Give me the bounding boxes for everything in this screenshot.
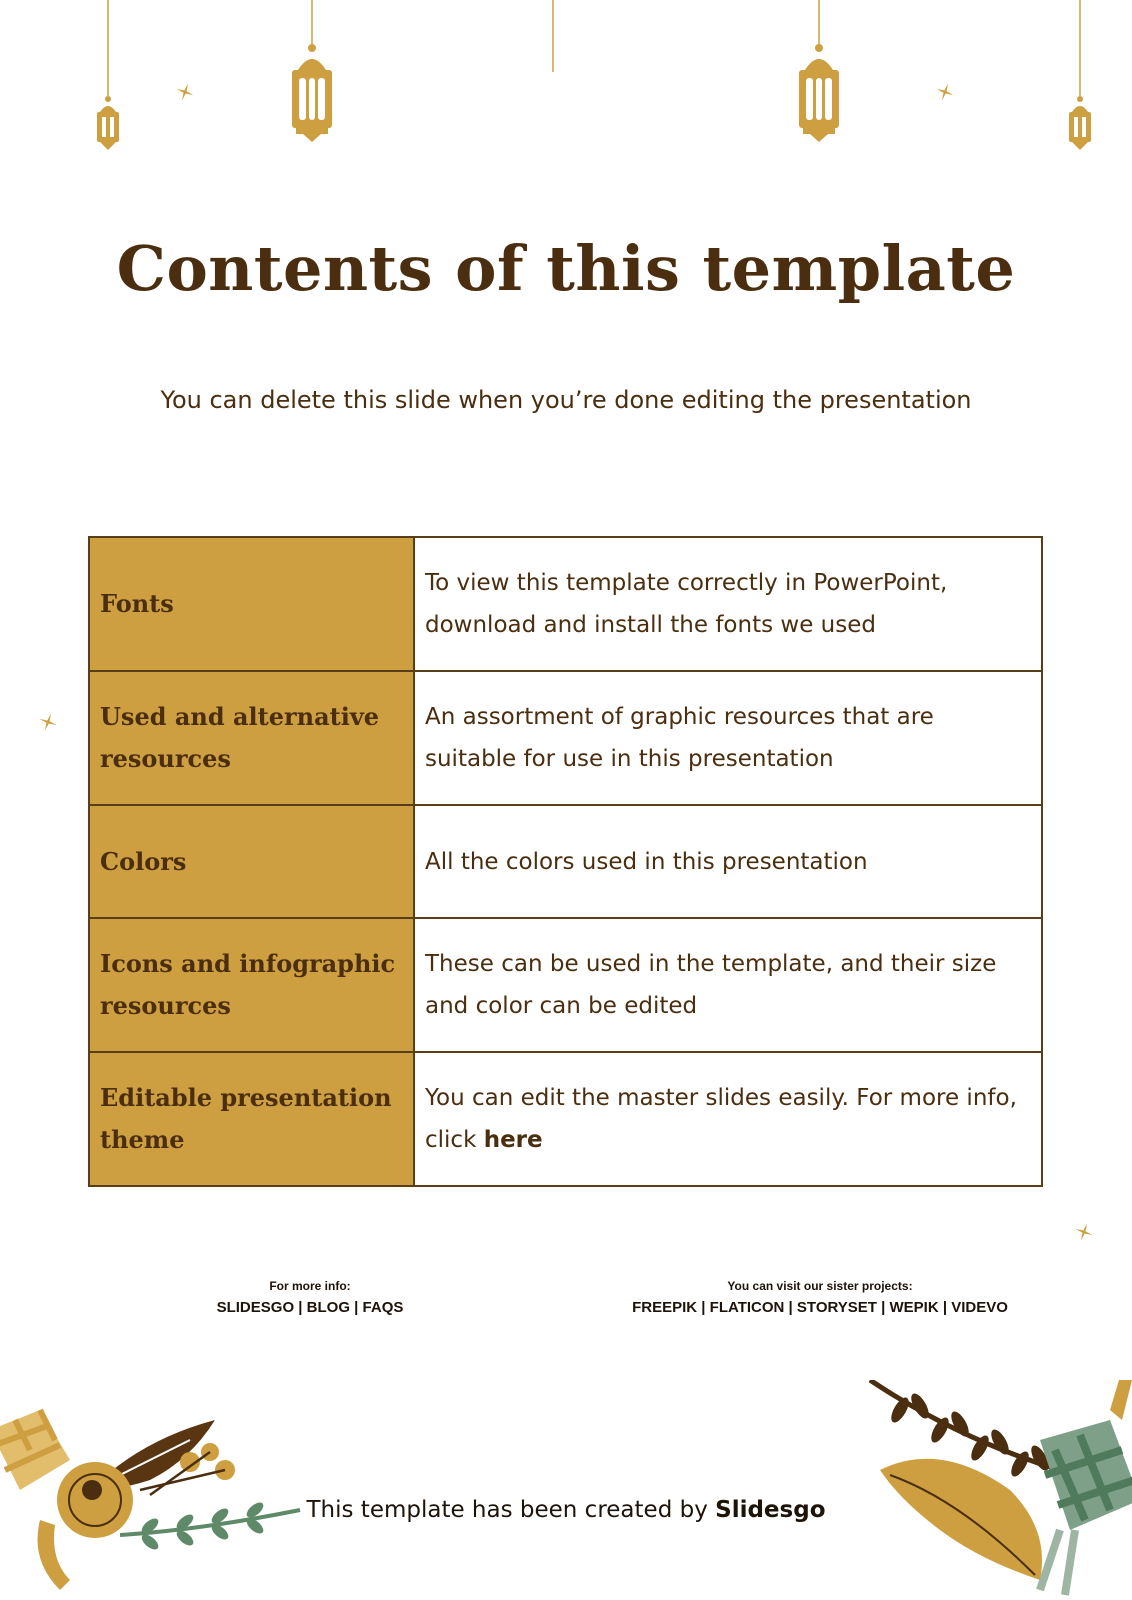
link-faqs[interactable]: FAQS xyxy=(362,1299,404,1316)
link-separator: | xyxy=(697,1299,710,1316)
link-separator: | xyxy=(876,1299,890,1316)
sparkle-icon xyxy=(173,80,196,103)
row-label: Used and alternative resources xyxy=(89,671,414,805)
link-separator: | xyxy=(784,1299,797,1316)
table-row xyxy=(89,805,1042,918)
sister-projects-links xyxy=(610,1299,1030,1316)
link-separator: | xyxy=(294,1299,307,1316)
lantern-icon xyxy=(292,0,332,142)
sparkle-icon xyxy=(38,712,58,732)
floral-decoration xyxy=(860,1380,1132,1600)
more-info-links xyxy=(170,1299,450,1316)
row-description xyxy=(414,1052,1042,1186)
link-blog[interactable]: BLOG xyxy=(306,1299,350,1316)
row-description-text: You can edit the master slides easily. For more info, click xyxy=(425,1085,1017,1153)
link-slidesgo[interactable]: SLIDESGO xyxy=(216,1299,295,1316)
link-freepik[interactable]: FREEPIK xyxy=(632,1299,698,1316)
table-row xyxy=(89,1052,1042,1186)
row-label: Editable presentation theme xyxy=(89,1052,414,1186)
link-separator: | xyxy=(938,1299,952,1316)
page-title: Contents of this template xyxy=(116,232,1016,305)
ketupat-icon xyxy=(0,1410,70,1490)
table-row xyxy=(89,671,1042,805)
sparkle-icon xyxy=(933,80,956,103)
sister-projects-heading: You can visit our sister projects: xyxy=(727,1279,913,1293)
link-videvo[interactable]: VIDEVO xyxy=(951,1299,1008,1316)
row-label: Fonts xyxy=(89,537,414,671)
link-storyset[interactable]: STORYSET xyxy=(796,1299,877,1316)
row-description: All the colors used in this presentation xyxy=(414,805,1042,918)
footer-text: This template has been created by xyxy=(306,1497,716,1523)
table-row xyxy=(89,537,1042,671)
link-wepik[interactable]: WEPIK xyxy=(889,1299,939,1316)
footer-credit xyxy=(0,1497,1132,1523)
lantern-icon xyxy=(97,0,119,150)
sister-projects-block xyxy=(610,1279,1030,1316)
footer-brand-link[interactable]: Slidesgo xyxy=(715,1497,826,1523)
link-flaticon[interactable]: FLATICON xyxy=(709,1299,785,1316)
more-info-block xyxy=(170,1279,450,1316)
table-row xyxy=(89,918,1042,1052)
sparkle-icon xyxy=(1074,1222,1094,1242)
hanging-decorations xyxy=(0,0,1132,160)
more-info-heading: For more info: xyxy=(269,1279,351,1293)
row-description: These can be used in the template, and their size and color can be edited xyxy=(414,918,1042,1052)
here-link[interactable]: here xyxy=(483,1127,543,1153)
row-label: Icons and infographic resources xyxy=(89,918,414,1052)
page-subtitle: You can delete this slide when you’re done editing the presentation xyxy=(160,386,972,414)
contents-table xyxy=(88,536,1043,1187)
row-description: To view this template correctly in PowerPoint, download and install the fonts we used xyxy=(414,537,1042,671)
row-label: Colors xyxy=(89,805,414,918)
lantern-icon xyxy=(1069,0,1091,150)
lantern-icon xyxy=(799,0,839,142)
crescent-moon-icon xyxy=(531,0,602,145)
link-separator: | xyxy=(350,1299,363,1316)
row-description: An assortment of graphic resources that are suitable for use in this presentation xyxy=(414,671,1042,805)
